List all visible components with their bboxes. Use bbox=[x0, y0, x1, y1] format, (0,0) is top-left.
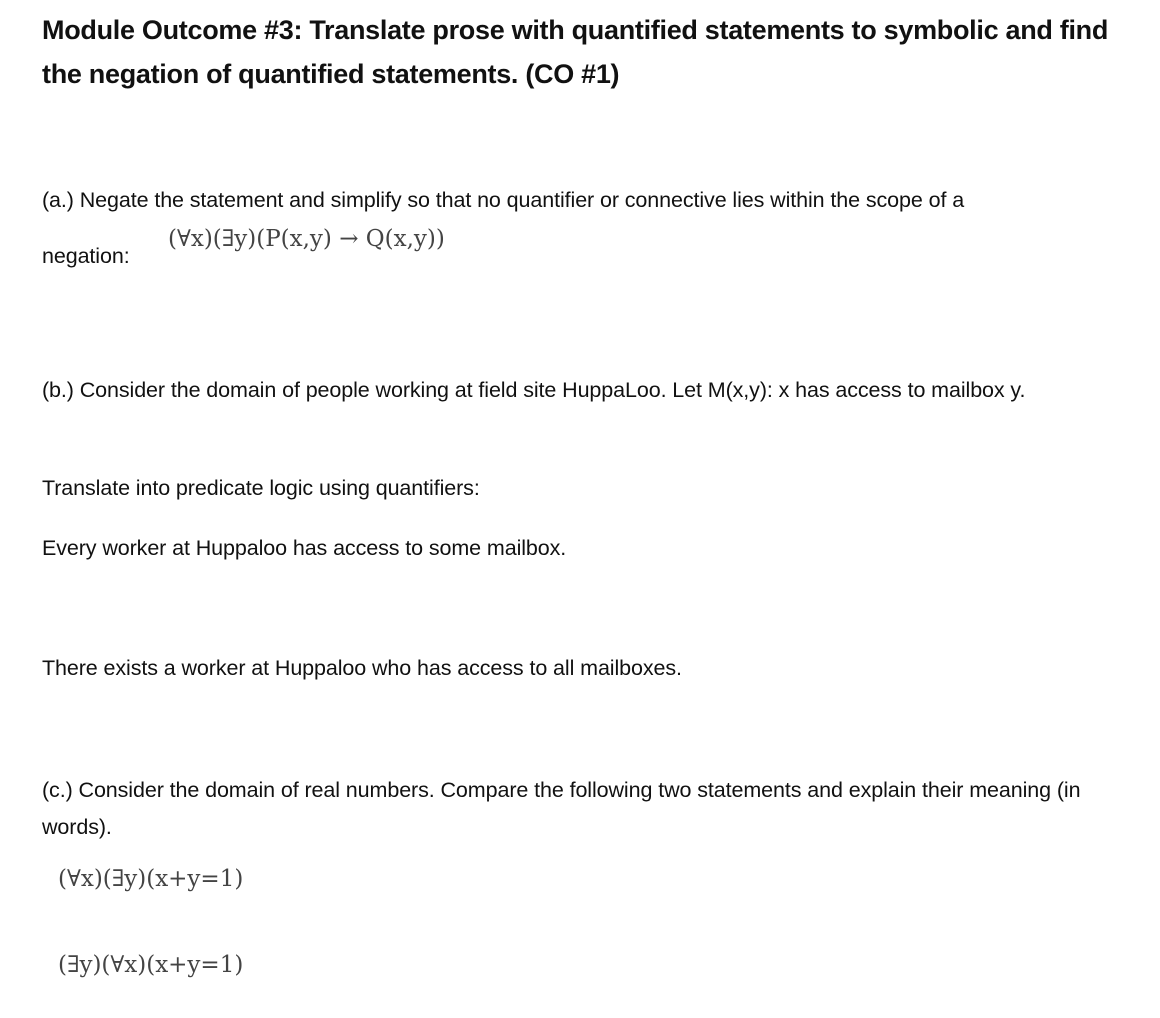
part-a-negation-label: negation: bbox=[42, 244, 130, 268]
part-c-intro: (c.) Consider the domain of real numbers. Compare the following two statements and explain their meaning (in words). bbox=[42, 778, 1081, 839]
part-b-intro: (b.) Consider the domain of people working at field site HuppaLoo. Let M(x,y): x has access to mailbox y. bbox=[42, 378, 1026, 402]
part-c-expression-2: (∃y)(∀x)(x+y=1) bbox=[58, 952, 244, 978]
part-a-prompt: (a.) Negate the statement and simplify so that no quantifier or connective lies within the scope of a bbox=[42, 188, 965, 212]
module-outcome-title: Module Outcome #3: Translate prose with quantified statements to symbolic and find the negation of quantified statements. (CO #1) bbox=[42, 15, 1109, 89]
part-b-statement-2: There exists a worker at Huppaloo who has access to all mailboxes. bbox=[42, 656, 682, 680]
part-a-expression: (∀x)(∃y)(P(x,y) → Q(x,y)) bbox=[168, 226, 445, 252]
part-c-expression-1: (∀x)(∃y)(x+y=1) bbox=[58, 866, 244, 892]
part-b-instruction: Translate into predicate logic using quantifiers: bbox=[42, 476, 480, 500]
part-b-statement-1: Every worker at Huppaloo has access to some mailbox. bbox=[42, 536, 567, 560]
